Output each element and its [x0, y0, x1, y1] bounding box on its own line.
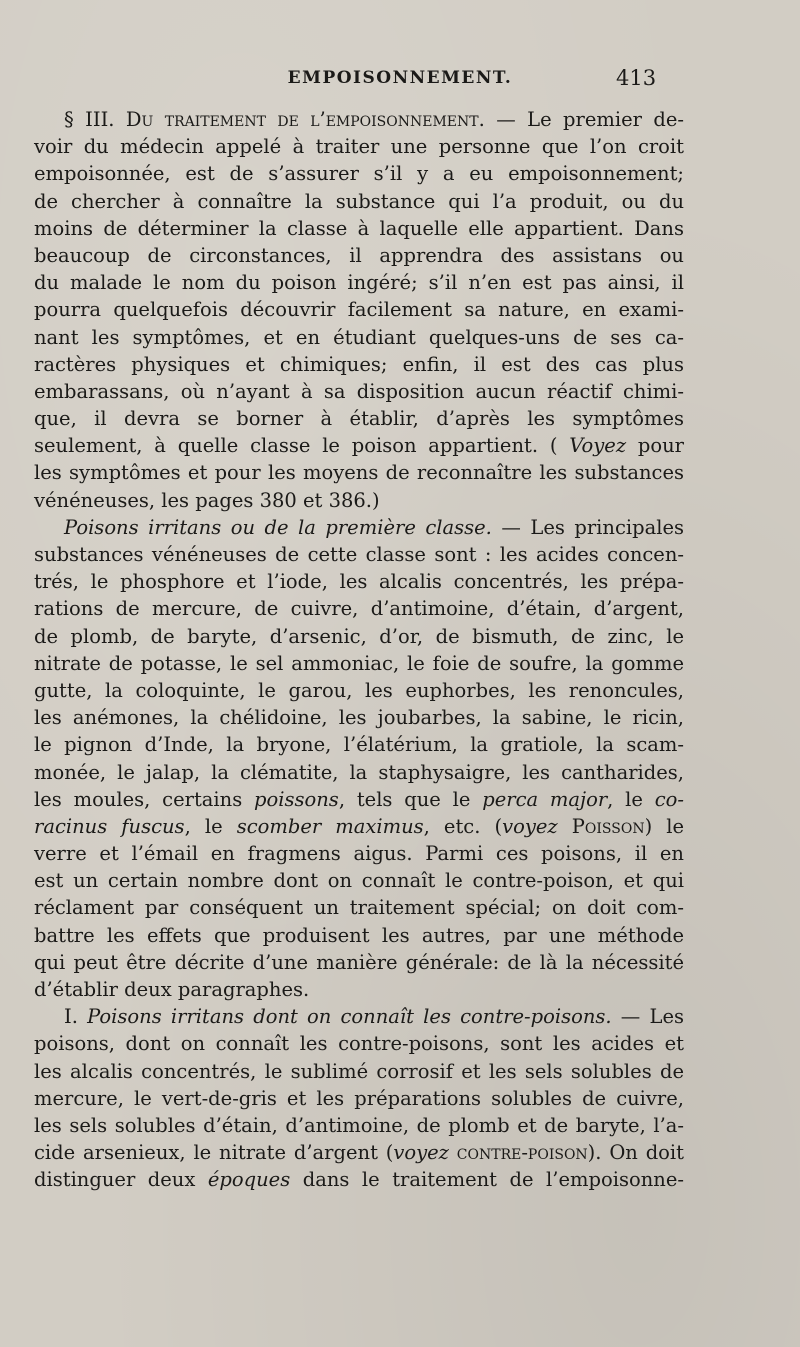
text-run: — Les principales	[491, 515, 684, 539]
text-run: de chercher à connaître la substance qui l’a produit, ou du	[34, 189, 684, 213]
text-line	[34, 1112, 684, 1139]
text-run: époques	[207, 1168, 291, 1192]
text-run: que, il devra se borner à établir, d’après les symptômes	[34, 407, 684, 431]
text-run: de plomb, de baryte, d’arsenic, d’or, de bismuth, de zinc, le	[34, 624, 684, 648]
text-line	[34, 894, 684, 921]
text-line	[34, 976, 684, 1003]
text-run: § III. D	[64, 108, 142, 131]
text-run: I.	[64, 1005, 88, 1029]
text-run: seulement, à quelle classe le poison appartient. (	[34, 434, 570, 458]
text-run: beaucoup de circonstances, il apprendra des assistans ou	[34, 243, 684, 267]
text-line	[34, 1166, 684, 1193]
text-run: cide arsenieux, le nitrate d’argent (	[34, 1141, 394, 1165]
text-run: monée, le jalap, la clématite, la staphysaigre, les cantharides,	[34, 760, 684, 784]
text-line	[34, 1030, 684, 1057]
text-run: embarassans, où n’ayant à sa disposition aucun réactif chimi-	[34, 379, 684, 403]
text-run: d’établir deux paragraphes.	[34, 978, 310, 1001]
running-header-title: EMPOISONNEMENT.	[287, 68, 513, 88]
text-run: co-	[654, 787, 684, 811]
text-run: — Les	[611, 1005, 684, 1029]
text-run: poisons, dont on connaît les contre-poisons, sont les acides et	[34, 1032, 684, 1056]
text-run: verre et l’émail en fragmens aigus. Parmi ces poisons, il en	[34, 842, 684, 866]
text-line	[34, 541, 684, 568]
text-run: Voyez	[569, 434, 627, 458]
text-line	[34, 160, 684, 187]
text-run: Poisons irritans dont on connaît les contre-poisons.	[87, 1005, 612, 1029]
text-run: moins de déterminer la classe à laquelle elle appartient. Dans	[34, 216, 684, 240]
text-run: les symptômes et pour les moyens de reconnaître les substances	[34, 461, 684, 485]
text-run: distinguer deux	[34, 1168, 208, 1192]
text-run: nant les symptômes, et en étudiant quelques-uns de ses ca-	[34, 325, 684, 349]
text-run: les sels solubles d’étain, d’antimoine, de plomb et de baryte, l’a-	[34, 1113, 684, 1137]
text-run	[558, 815, 572, 838]
text-line	[34, 296, 684, 323]
text-line	[34, 1003, 684, 1030]
text-line	[34, 432, 684, 459]
text-run: empoisonnée, est de s’assurer s’il y a eu empoisonnement;	[34, 162, 684, 186]
text-line	[34, 269, 684, 296]
text-line	[34, 324, 684, 351]
text-line	[34, 759, 684, 786]
text-run: qui peut être décrite d’une manière générale: de là la nécessité	[34, 950, 684, 974]
text-line	[34, 650, 684, 677]
text-line	[34, 922, 684, 949]
text-run: , tels que le	[338, 787, 483, 811]
text-line	[34, 813, 684, 840]
text-run: gutte, la coloquinte, le garou, les euphorbes, les renoncules,	[34, 678, 684, 702]
text-run: est un certain nombre dont on connaît le contre-poison, et qui	[34, 869, 684, 893]
text-line	[34, 133, 684, 160]
text-run: poissons	[254, 787, 339, 811]
text-run: pourra quelquefois découvrir facilement sa nature, en exami-	[34, 298, 684, 322]
text-line	[34, 378, 684, 405]
text-line	[34, 704, 684, 731]
text-run	[449, 1141, 457, 1164]
text-run: le pignon d’Inde, la bryone, l’élatérium, la gratiole, la scam-	[34, 733, 684, 757]
text-run: — Le premier de-	[484, 108, 685, 131]
text-line	[34, 188, 684, 215]
text-line	[34, 568, 684, 595]
text-run: contre-poison	[456, 1141, 588, 1165]
text-run: du malade le nom du poison ingéré; s’il n’en est pas ainsi, il	[34, 271, 684, 295]
text-line	[34, 731, 684, 758]
text-run: réclament par conséquent un traitement spécial; on doit com-	[34, 896, 684, 920]
text-run: , etc. (	[423, 814, 503, 838]
text-run: Poisson	[571, 814, 645, 838]
text-line	[34, 1085, 684, 1112]
text-run: battre les effets que produisent les autres, par une méthode	[34, 923, 684, 947]
text-run: , le	[184, 814, 237, 838]
text-run: ). On doit	[587, 1141, 684, 1165]
text-line	[34, 1139, 684, 1166]
text-run: nitrate de potasse, le sel ammoniac, le foie de soufre, la gomme	[34, 651, 684, 675]
text-run: les moules, certains	[34, 787, 255, 811]
text-line	[34, 106, 684, 133]
body-text	[34, 106, 684, 1194]
text-run: voyez	[393, 1141, 449, 1165]
text-line	[34, 242, 684, 269]
text-run: voir du médecin appelé à traiter une personne que l’on croit	[34, 135, 684, 159]
text-line	[34, 949, 684, 976]
text-line	[34, 514, 684, 541]
text-line	[34, 405, 684, 432]
text-run: les alcalis concentrés, le sublimé corrosif et les sels solubles de	[34, 1059, 684, 1083]
text-run: mercure, le vert-de-gris et les préparations solubles de cuivre,	[34, 1086, 684, 1110]
text-line	[34, 623, 684, 650]
text-run: Poisons irritans ou de la première classe.	[64, 515, 492, 539]
text-run: ractères physiques et chimiques; enfin, il est des cas plus	[34, 352, 684, 376]
text-run: rations de mercure, de cuivre, d’antimoine, d’étain, d’argent,	[34, 597, 684, 621]
text-run: perca major	[482, 787, 608, 811]
text-line	[34, 487, 684, 514]
text-run: scomber maximus	[236, 814, 424, 838]
text-line	[34, 351, 684, 378]
text-run: , le	[607, 787, 655, 811]
text-run: pour	[626, 434, 684, 458]
text-line	[34, 1058, 684, 1085]
text-run: les anémones, la chélidoine, les joubarbes, la sabine, le ricin,	[34, 706, 684, 730]
text-run: ) le	[644, 814, 685, 838]
text-run: racinus fuscus	[34, 814, 185, 838]
text-run: substances vénéneuses de cette classe sont : les acides concen-	[34, 543, 684, 566]
text-line	[34, 840, 684, 867]
text-line	[34, 867, 684, 894]
text-run: vénéneuses, les pages 380 et 386.)	[34, 488, 380, 512]
text-line	[34, 459, 684, 486]
text-run: trés, le phosphore et l’iode, les alcalis concentrés, les prépa-	[34, 570, 684, 594]
text-run: dans le traitement de l’empoisonne-	[290, 1168, 684, 1192]
text-line	[34, 595, 684, 622]
page-number: 413	[616, 66, 657, 90]
text-run: voyez	[502, 814, 558, 838]
text-line	[34, 677, 684, 704]
text-line	[34, 215, 684, 242]
text-run: u traitement de l’empoisonnement.	[141, 108, 485, 131]
text-line	[34, 786, 684, 813]
